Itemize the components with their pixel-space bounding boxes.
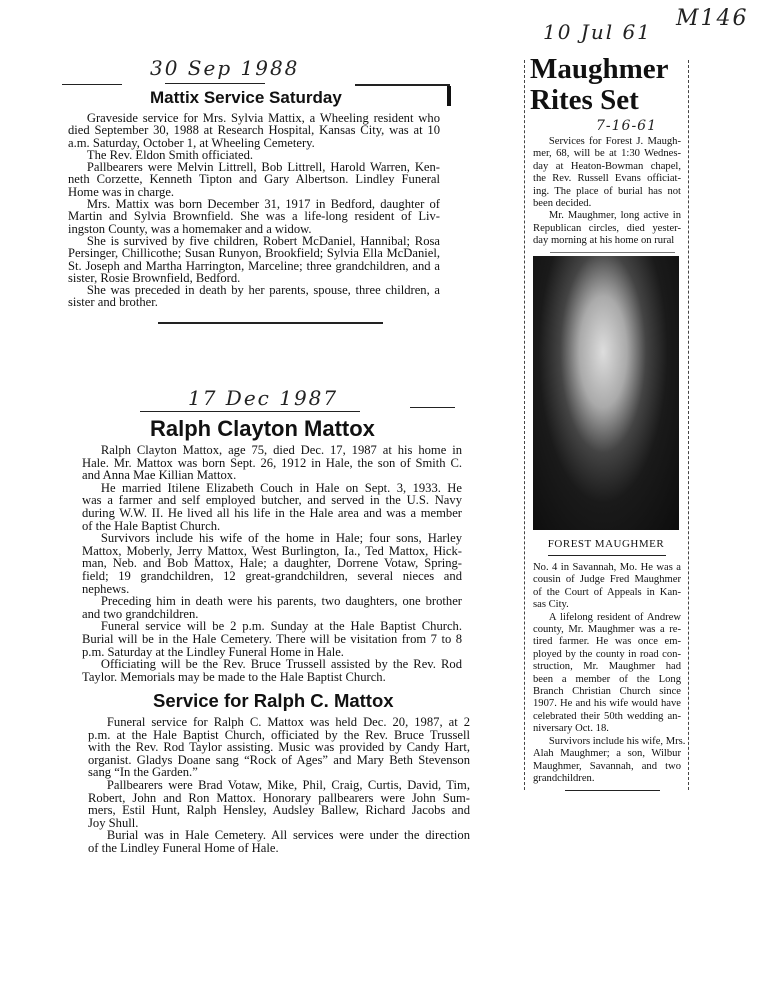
- mattix-body: [68, 112, 440, 309]
- text-line: Survivors include his wife of the home in Hale; four sons, Harley: [100, 531, 462, 546]
- text-line: the Rev. Russell Evans officiat-: [533, 173, 681, 185]
- text-line: Home was in charge.: [68, 184, 175, 199]
- mattix-headline: Mattix Service Saturday: [150, 88, 342, 107]
- text-line: p.m. Saturday at the Lindley Funeral Home in Hale.: [82, 644, 344, 659]
- text-line: organist. Gladys Doane sang “Rock of Ages” and Mary Beth Stevenson: [88, 752, 470, 767]
- text-line: Ralph Clayton Mattox, age 75, died Dec. 17, 1987 at his home in: [100, 443, 462, 457]
- text-line: Robert, John and Ron Mattox. Honorary pallbearers were John Sum-: [88, 790, 470, 805]
- text-line: Republican circles, died yester-: [533, 222, 681, 234]
- ralph-body: [82, 444, 462, 683]
- text-line: day morning at his home on rural: [533, 235, 675, 247]
- text-line: Survivors include his wife, Mrs.: [548, 735, 686, 747]
- text-line: 1907. He and his wife would have: [533, 698, 681, 710]
- text-line: Burial was in Hale Cemetery. All services were under the direction: [106, 828, 470, 843]
- text-line: She is survived by five children, Robert McDaniel, Hannibal; Rosa: [86, 233, 440, 248]
- text-line: day at Heaton-Bowman chapel,: [533, 160, 681, 172]
- text-line: Branch Christian Church since: [533, 686, 681, 698]
- text-line: Pallbearers were Brad Votaw, Mike, Phil, Craig, Curtis, David, Tim,: [106, 777, 470, 792]
- text-line: ing. The place of burial has not: [533, 185, 681, 197]
- text-line: and two grandchildren.: [82, 606, 199, 621]
- text-line: and Anna Mae Killian Mattox.: [82, 468, 237, 483]
- text-line: Persinger, Chillicothe; Susan Runyon, Brookfield; Sylvia Ella McDaniel,: [68, 246, 440, 261]
- text-line: of the Hale Baptist Church.: [82, 518, 221, 533]
- text-line: Preceding him in death were his parents, two daughters, one brother: [100, 594, 462, 609]
- text-line: struction, Mr. Maughmer had: [533, 661, 681, 673]
- text-line: sas City.: [533, 599, 569, 611]
- text-line: man, Neb. and Bob Mattox, Hale; a daughter, Dorrene Votaw, Spring-: [82, 556, 462, 571]
- text-line: ingston County, was a homemaker and a widow.: [68, 221, 312, 236]
- text-line: Funeral service for Ralph C. Mattox was held Dec. 20, 1987, at 2: [106, 715, 470, 729]
- portrait-photo-forest-maughmer: [533, 256, 679, 530]
- text-line: field; 19 grandchildren, 12 great-grandchildren, several nieces and: [82, 568, 462, 583]
- handwritten-date-maughmer: 10 Jul 61: [543, 20, 652, 44]
- text-line: during W.W. II. He lived all his life in the Hale area and was a member: [82, 505, 462, 520]
- text-line: grandchildren.: [533, 772, 595, 784]
- text-line: Maughmer, Savannah, and two: [533, 760, 681, 772]
- ralph-headline: Ralph Clayton Mattox: [150, 416, 375, 441]
- maughmer-headline-line1: Maughmer: [530, 53, 669, 85]
- text-line: tired farmer. He was once em-: [533, 636, 681, 648]
- text-line: She was preceded in death by her parents, spouse, three children, a: [86, 283, 440, 298]
- text-line: niversary Oct. 18.: [533, 723, 609, 735]
- text-line: nephews.: [82, 581, 130, 596]
- text-line: been a member of the Long: [533, 673, 681, 685]
- text-line: A lifelong resident of Andrew: [548, 611, 681, 623]
- text-line: p.m. at the Hale Baptist Church, officiated by the Rev. Bruce Trussell: [88, 727, 470, 742]
- text-line: celebrated their 50th wedding an-: [533, 710, 681, 722]
- text-line: Burial will be in the Hale Cemetery. There will be visitation from 7 to 8: [82, 631, 462, 646]
- text-line: Graveside service for Mrs. Sylvia Mattix, a Wheeling resident who: [86, 111, 440, 125]
- text-line: sang “In the Garden.”: [88, 765, 198, 780]
- maughmer-body-top: [533, 136, 681, 248]
- text-line: The Rev. Eldon Smith officiated.: [86, 147, 254, 162]
- clipping-edge-mark: [447, 86, 451, 106]
- service-headline: Service for Ralph C. Mattox: [153, 690, 394, 711]
- text-line: St. Joseph and Martha Harrington, Marceline; three grandchildren, and a: [68, 258, 440, 273]
- text-line: been decided.: [533, 198, 592, 210]
- text-line: died September 30, 1988 at Research Hospital, Kansas City, was at 10: [68, 123, 440, 138]
- text-line: sister, Rosie Brownfield, Bedford.: [68, 270, 241, 285]
- text-line: No. 4 in Savannah, Mo. He was a: [533, 562, 681, 573]
- text-line: neth Corzette, Kenneth Tipton and Gary Albertson. Lindley Funeral: [68, 172, 440, 187]
- text-line: ployed by the county in road con-: [533, 648, 681, 660]
- text-line: Mrs. Mattix was born December 31, 1917 in Bedford, daughter of: [86, 197, 440, 212]
- text-line: Officiating will be the Rev. Bruce Trussell assisted by the Rev. Rod: [100, 657, 462, 672]
- maughmer-body-bottom: [533, 562, 686, 785]
- text-line: He married Itilene Elizabeth Couch in Hale on Sept. 3, 1933. He: [100, 480, 462, 495]
- text-line: was a farmer and self employed butcher, and served in the U.S. Navy: [82, 493, 462, 508]
- text-line: mer, 68, will be at 1:30 Wednes-: [533, 148, 681, 160]
- photo-caption: FOREST MAUGHMER: [547, 538, 665, 550]
- text-line: mers, Estil Hunt, Ralph Hensley, Audsley Ballew, Richard Jacobs and: [88, 803, 470, 818]
- handwritten-date-mattix: 30 Sep 1988: [150, 56, 300, 80]
- text-line: county, Mr. Maughmer was a re-: [533, 624, 681, 636]
- text-line: cousin of Judge Fred Maughmer: [533, 574, 681, 586]
- service-body: [88, 716, 470, 855]
- text-line: Martin and Sylvia Brownfield. She was a life-long resident of Liv-: [68, 209, 440, 224]
- text-line: Mattox, Moberly, Jerry Mattox, West Burlington, Ia., Ted Mattox, Hick-: [82, 543, 462, 558]
- text-line: Alah Maughmer; a son, Wilbur: [533, 748, 681, 760]
- text-line: Funeral service will be 2 p.m. Sunday at the Hale Baptist Church.: [100, 619, 462, 634]
- text-line: Taylor. Memorials may be made to the Hale Baptist Church.: [82, 669, 386, 684]
- text-line: Mr. Maughmer, long active in: [548, 210, 681, 222]
- text-line: Services for Forest J. Maugh-: [548, 136, 681, 147]
- text-line: Hale. Mr. Mattox was born Sept. 26, 1912 in Hale, the son of Smith C.: [82, 455, 462, 470]
- handwritten-file-number: M146: [676, 6, 749, 31]
- text-line: of the Court of Appeals in Kan-: [533, 586, 681, 598]
- text-line: sister and brother.: [68, 295, 158, 310]
- handwritten-date-ralph: 17 Dec 1987: [188, 386, 339, 410]
- text-line: a.m. Saturday, October 1, at Wheeling Cemetery.: [68, 135, 315, 150]
- handwritten-date-rites: 7-16-61: [596, 118, 657, 134]
- text-line: Pallbearers were Melvin Littrell, Bob Littrell, Harold Warren, Ken-: [86, 160, 440, 175]
- text-line: of the Lindley Funeral Home of Hale.: [88, 840, 279, 855]
- maughmer-headline-line2: Rites Set: [530, 84, 639, 116]
- text-line: Joy Shull.: [88, 815, 139, 830]
- text-line: with the Rev. Rod Taylor assisting. Music was provided by Candy Hart,: [88, 740, 470, 755]
